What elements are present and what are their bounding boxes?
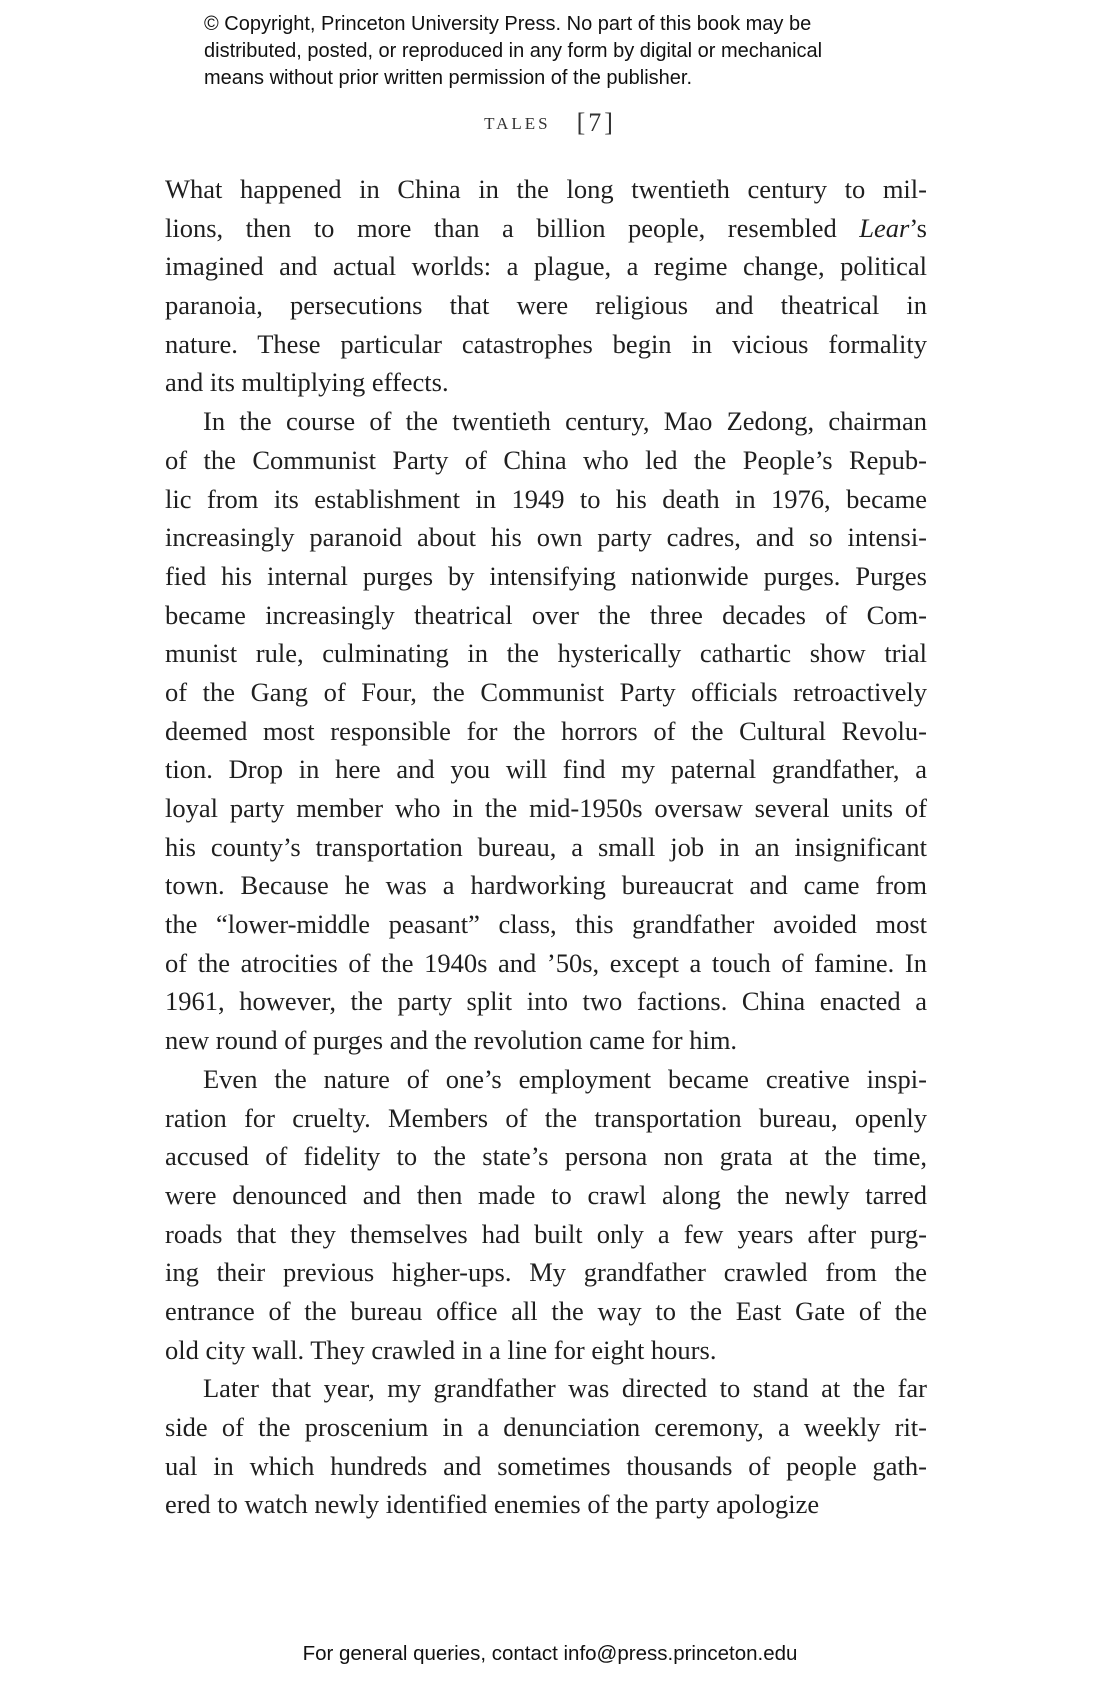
text-line: 1961, however, the party split into two factions. China enacted a <box>165 986 927 1017</box>
text-line: ing their previous higher-ups. My grandfather crawled from the <box>165 1257 927 1288</box>
text-line: and its multiplying effects. <box>165 367 449 398</box>
footer-contact: For general queries, contact info@press.princeton.edu <box>302 1642 798 1665</box>
text-line: fied his internal purges by intensifying nationwide purges. Purges <box>165 560 927 591</box>
text-line: ual in which hundreds and sometimes thousands of people gath- <box>165 1450 927 1481</box>
text-line: imagined and actual worlds: a plague, a regime change, political <box>165 251 927 282</box>
text-line: accused of fidelity to the state’s persona non grata at the time, <box>165 1141 927 1172</box>
running-head <box>0 108 1100 138</box>
text-line: roads that they themselves had built only a few years after purg- <box>165 1218 927 1249</box>
text-line: Even the nature of one’s employment became creative inspi- <box>203 1063 927 1094</box>
text-line: side of the proscenium in a denunciation ceremony, a weekly rit- <box>165 1412 927 1442</box>
text-line: lions, then to more than a billion people, resembled Lear’s <box>165 212 927 243</box>
text-line: ered to watch newly identified enemies of the party apologize <box>165 1489 820 1520</box>
text-line: What happened in China in the long twentieth century to mil- <box>165 174 927 204</box>
text-line: his county’s transportation bureau, a small job in an insignificant <box>165 831 927 862</box>
running-head-title: TALES <box>484 114 551 133</box>
text-line: increasingly paranoid about his own party cadres, and so intensi- <box>165 522 927 553</box>
text-line: of the atrocities of the 1940s and ’50s, except a touch of famine. In <box>165 947 927 978</box>
text-line: of the Communist Party of China who led the People’s Repub- <box>165 444 927 475</box>
body-text <box>165 170 927 1524</box>
text-line: deemed most responsible for the horrors of the Cultural Revolu- <box>165 715 927 746</box>
text-line: old city wall. They crawled in a line for eight hours. <box>165 1334 717 1365</box>
copyright-line: means without prior written permission of the publisher. <box>204 67 693 89</box>
paragraph <box>165 1369 927 1524</box>
copyright-line: © Copyright, Princeton University Press. No part of this book may be <box>204 13 812 35</box>
text-line: entrance of the bureau office all the way to the East Gate of the <box>165 1295 927 1326</box>
text-line: town. Because he was a hardworking bureaucrat and came from <box>165 870 927 901</box>
text-line: were denounced and then made to crawl along the newly tarred <box>165 1179 927 1210</box>
text-line: Later that year, my grandfather was directed to stand at the far <box>203 1373 927 1404</box>
text-line: nature. These particular catastrophes begin in vicious formality <box>165 328 927 359</box>
text-line: ration for cruelty. Members of the transportation bureau, openly <box>165 1102 927 1133</box>
paragraph <box>165 402 927 1060</box>
text-line: In the course of the twentieth century, Mao Zedong, chairman <box>203 406 927 437</box>
copyright-notice <box>204 11 924 92</box>
text-line: new round of purges and the revolution came for him. <box>165 1025 738 1056</box>
paragraph <box>165 1060 927 1370</box>
text-line: became increasingly theatrical over the three decades of Com- <box>165 599 927 630</box>
text-line: tion. Drop in here and you will find my paternal grandfather, a <box>165 754 927 785</box>
page-number: [7] <box>576 108 616 137</box>
text-line: paranoia, persecutions that were religious and theatrical in <box>165 290 927 321</box>
paragraph <box>165 170 927 402</box>
text-line: munist rule, culminating in the hysterically cathartic show trial <box>165 638 927 669</box>
text-line: of the Gang of Four, the Communist Party officials retroactively <box>165 676 927 707</box>
text-line: loyal party member who in the mid-1950s oversaw several units of <box>165 793 927 823</box>
text-line: the “lower-middle peasant” class, this grandfather avoided most <box>165 909 927 940</box>
text-line: lic from its establishment in 1949 to his death in 1976, became <box>165 483 927 514</box>
copyright-line: distributed, posted, or reproduced in any form by digital or mechanical <box>204 40 823 62</box>
